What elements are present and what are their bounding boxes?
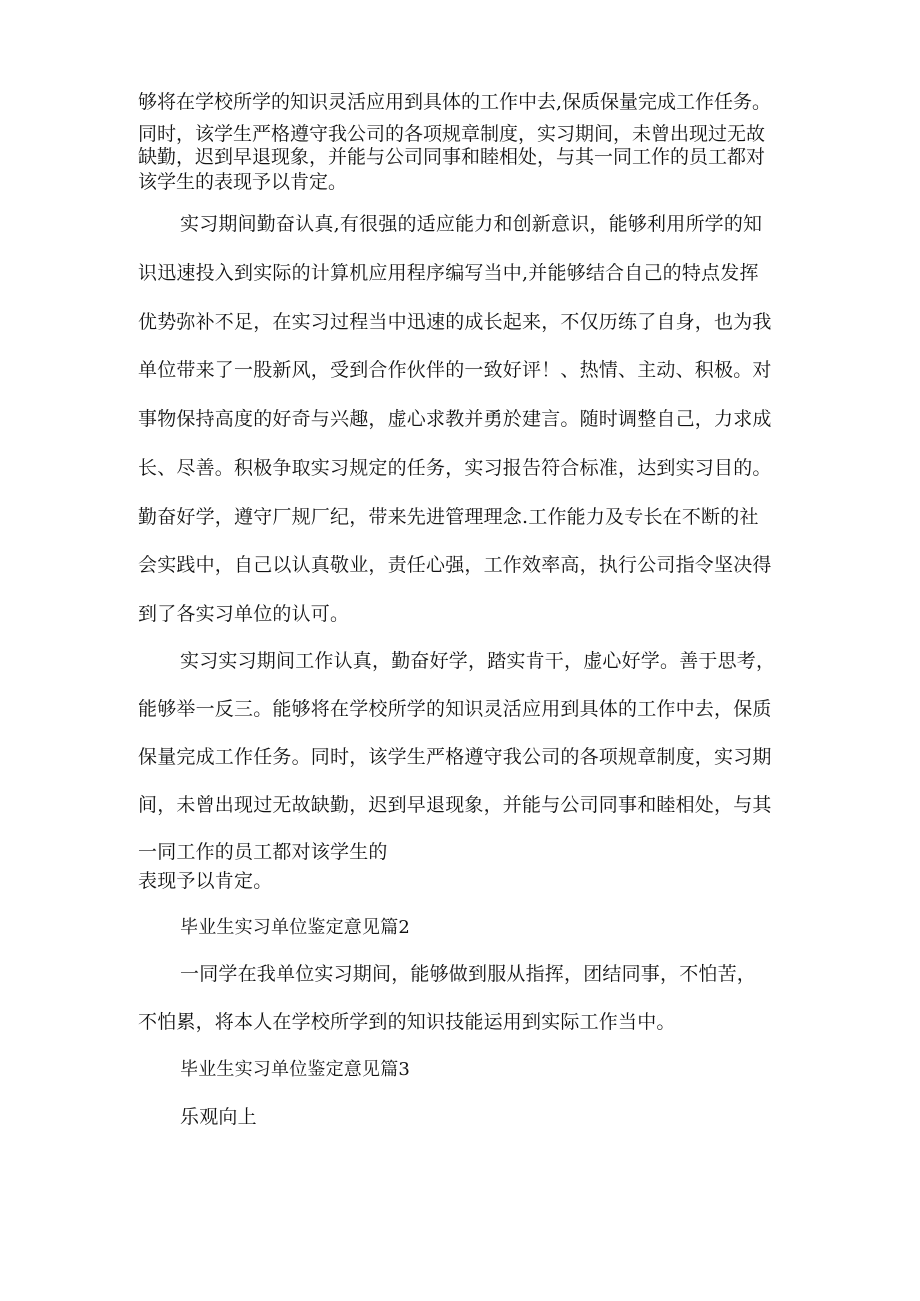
paragraph-3-line-5: 一同工作的员工都对该学生的 xyxy=(138,841,388,863)
paragraph-4-line-1: 一同学在我单位实习期间，能够做到服从指挥，团结同事，不怕苦， xyxy=(180,963,757,985)
paragraph-2-line-7: 勤奋好学，遵守厂规厂纪，带来先进管理理念.工作能力及专长在不断的社 xyxy=(138,506,759,528)
paragraph-1-line-4: 该学生的表现予以肯定。 xyxy=(138,171,348,193)
section-heading-3: 毕业生实习单位鉴定意见篇3 xyxy=(180,1059,411,1080)
paragraph-3-line-6: 表现予以肯定。 xyxy=(138,870,273,892)
paragraph-3-line-4: 间，未曾出现过无故缺勤，迟到早退现象，并能与公司同事和睦相处，与其 xyxy=(138,794,772,816)
paragraph-2-line-6: 长、尽善。积极争取实习规定的任务，实习报告符合标准，达到实习目的。 xyxy=(138,457,772,479)
paragraph-4-line-2: 不怕累，将本人在学校所学到的知识技能运用到实际工作当中。 xyxy=(138,1011,676,1033)
paragraph-1-line-1: 够将在学校所学的知识灵活应用到具体的工作中去,保质保量完成工作任务。 xyxy=(138,91,772,113)
paragraph-2-line-5: 事物保持高度的好奇与兴趣，虚心求教并勇於建言。随时调整自己，力求成 xyxy=(138,408,772,430)
paragraph-2-line-1: 实习期间勤奋认真,有很强的适应能力和创新意识，能够利用所学的知 xyxy=(180,213,763,235)
paragraph-2-line-3: 优势弥补不足，在实习过程当中迅速的成长起来，不仅历练了自身，也为我 xyxy=(138,311,772,333)
paragraph-3-line-2: 能够举一反三。能够将在学校所学的知识灵活应用到具体的工作中去，保质 xyxy=(138,698,772,720)
paragraph-3-line-3: 保量完成工作任务。同时，该学生严格遵守我公司的各项规章制度，实习期 xyxy=(138,746,772,768)
paragraph-2-line-2: 识迅速投入到实际的计算机应用程序编写当中,并能够结合自己的特点发挥 xyxy=(138,262,759,284)
paragraph-2-line-8: 会实践中，自己以认真敬业，责任心强，工作效率高，执行公司指令坚决得 xyxy=(138,554,772,576)
paragraph-5-line-1: 乐观向上 xyxy=(180,1106,257,1128)
paragraph-2-line-4: 单位带来了一股新风，受到合作伙伴的一致好评！、热情、主动、积极。对 xyxy=(138,359,772,381)
section-heading-2: 毕业生实习单位鉴定意见篇2 xyxy=(180,917,411,938)
paragraph-1-line-2: 同时，该学生严格遵守我公司的各项规章制度，实习期间，未曾出现过无故 xyxy=(138,123,766,145)
paragraph-1-line-3: 缺勤，迟到早退现象，并能与公司同事和睦相处，与其一同工作的员工都对 xyxy=(138,146,766,168)
paragraph-3-line-1: 实习实习期间工作认真，勤奋好学，踏实肯干，虚心好学。善于思考， xyxy=(180,650,776,672)
paragraph-2-line-9: 到了各实习单位的认可。 xyxy=(138,603,350,625)
